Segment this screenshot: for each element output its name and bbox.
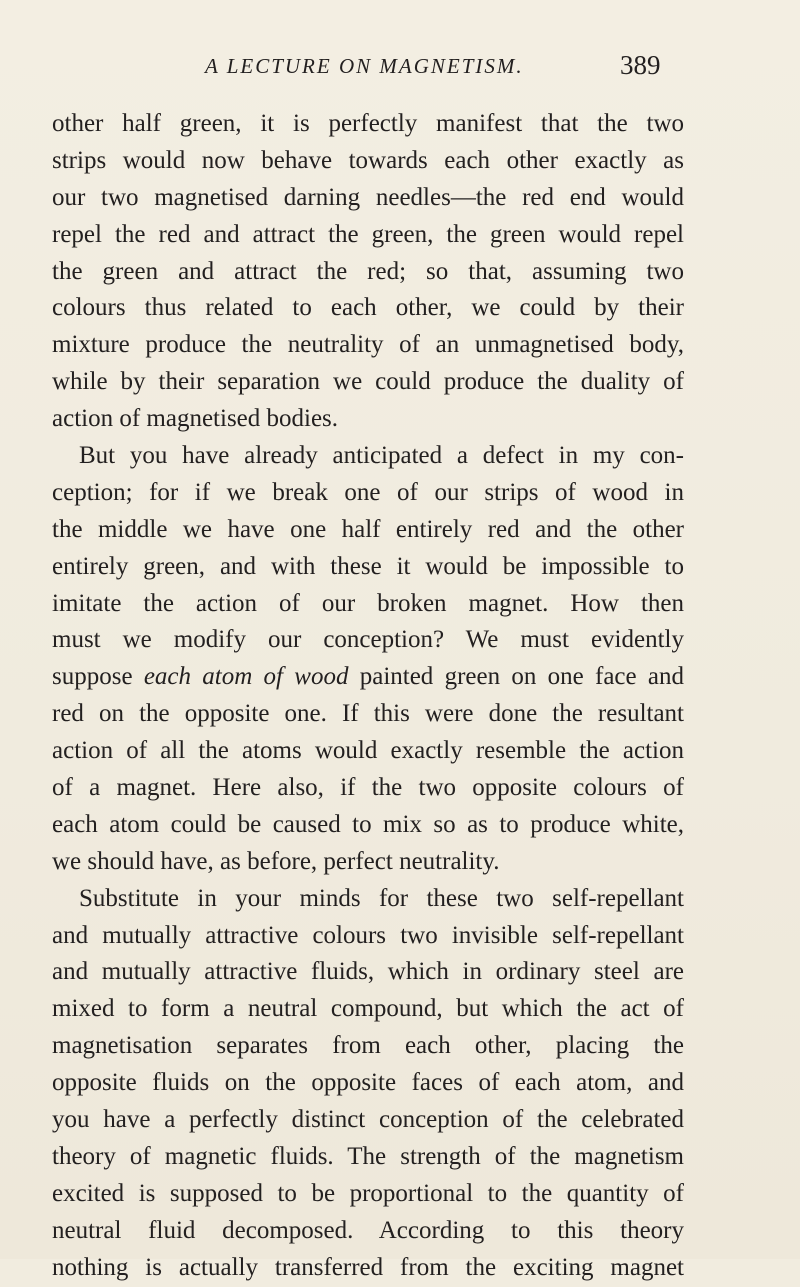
text-line-25: mixed to form a neutral compound, but which the act of [52, 995, 684, 1023]
text-line-9: action of magnetised bodies. [52, 405, 339, 433]
text-line-3: our two magnetised darning needles—the red end would [52, 183, 684, 211]
text-line-16 [52, 659, 684, 696]
text-line-4: repel the red and attract the green, the green would repel [52, 220, 684, 248]
text-line-27: opposite fluids on the opposite faces of each atom, and [52, 1069, 684, 1097]
italic-phrase: each atom of wood [143, 663, 349, 691]
text-line-11: ception; for if we break one of our strips of wood in [52, 478, 684, 506]
running-head-title: A LECTURE ON MAGNETISM. [205, 54, 524, 78]
text-line-10: But you have already anticipated a defect in my con- [79, 442, 684, 470]
text-line-22: Substitute in your minds for these two self-repellant [79, 884, 684, 912]
text-line-2: strips would now behave towards each other exactly as [52, 146, 684, 174]
text-line-17: red on the opposite one. If this were done the resultant [52, 700, 684, 728]
text-line-23: and mutually attractive colours two invisible self-repellant [52, 921, 684, 949]
text-line-20: each atom could be caused to mix so as to produce white, [52, 810, 684, 838]
text-line-24: and mutually attractive fluids, which in ordinary steel are [52, 958, 684, 986]
page-number: 389 [620, 50, 661, 80]
text-line-6: colours thus related to each other, we could by their [52, 294, 684, 322]
text-line-21: we should have, as before, perfect neutrality. [52, 847, 500, 875]
text-line-26: magnetisation separates from each other, placing the [52, 1032, 684, 1060]
text-line-28: you have a perfectly distinct conception of the celebrated [52, 1106, 684, 1134]
text-line-18: action of all the atoms would exactly resemble the action [52, 737, 684, 765]
text-line-8: while by their separation we could produce the duality of [52, 368, 684, 396]
text-line-19: of a magnet. Here also, if the two opposite colours of [52, 774, 684, 802]
text-line-32: nothing is actually transferred from the exciting magnet [52, 1253, 684, 1281]
text-line-1: other half green, it is perfectly manifest that the two [52, 110, 684, 137]
text-line-29: theory of magnetic fluids. The strength of the magnetism [52, 1142, 684, 1170]
text-line-31: neutral fluid decomposed. According to this theory [52, 1216, 684, 1244]
text-line-5: the green and attract the red; so that, assuming two [52, 257, 684, 285]
text-line-16-end: painted green on one face and [348, 663, 684, 691]
text-line-15: must we modify our conception? We must evidently [52, 626, 684, 654]
text-line-16-start: suppose [52, 663, 144, 691]
running-head [0, 50, 800, 90]
text-line-13: entirely green, and with these it would be impossible to [52, 552, 684, 580]
text-line-30: excited is supposed to be proportional to the quantity of [52, 1179, 684, 1207]
text-line-14: imitate the action of our broken magnet. How then [52, 589, 684, 617]
text-line-12: the middle we have one half entirely red and the other [52, 515, 684, 543]
text-line-7: mixture produce the neutrality of an unmagnetised body, [52, 331, 684, 359]
body-text [52, 106, 684, 1287]
